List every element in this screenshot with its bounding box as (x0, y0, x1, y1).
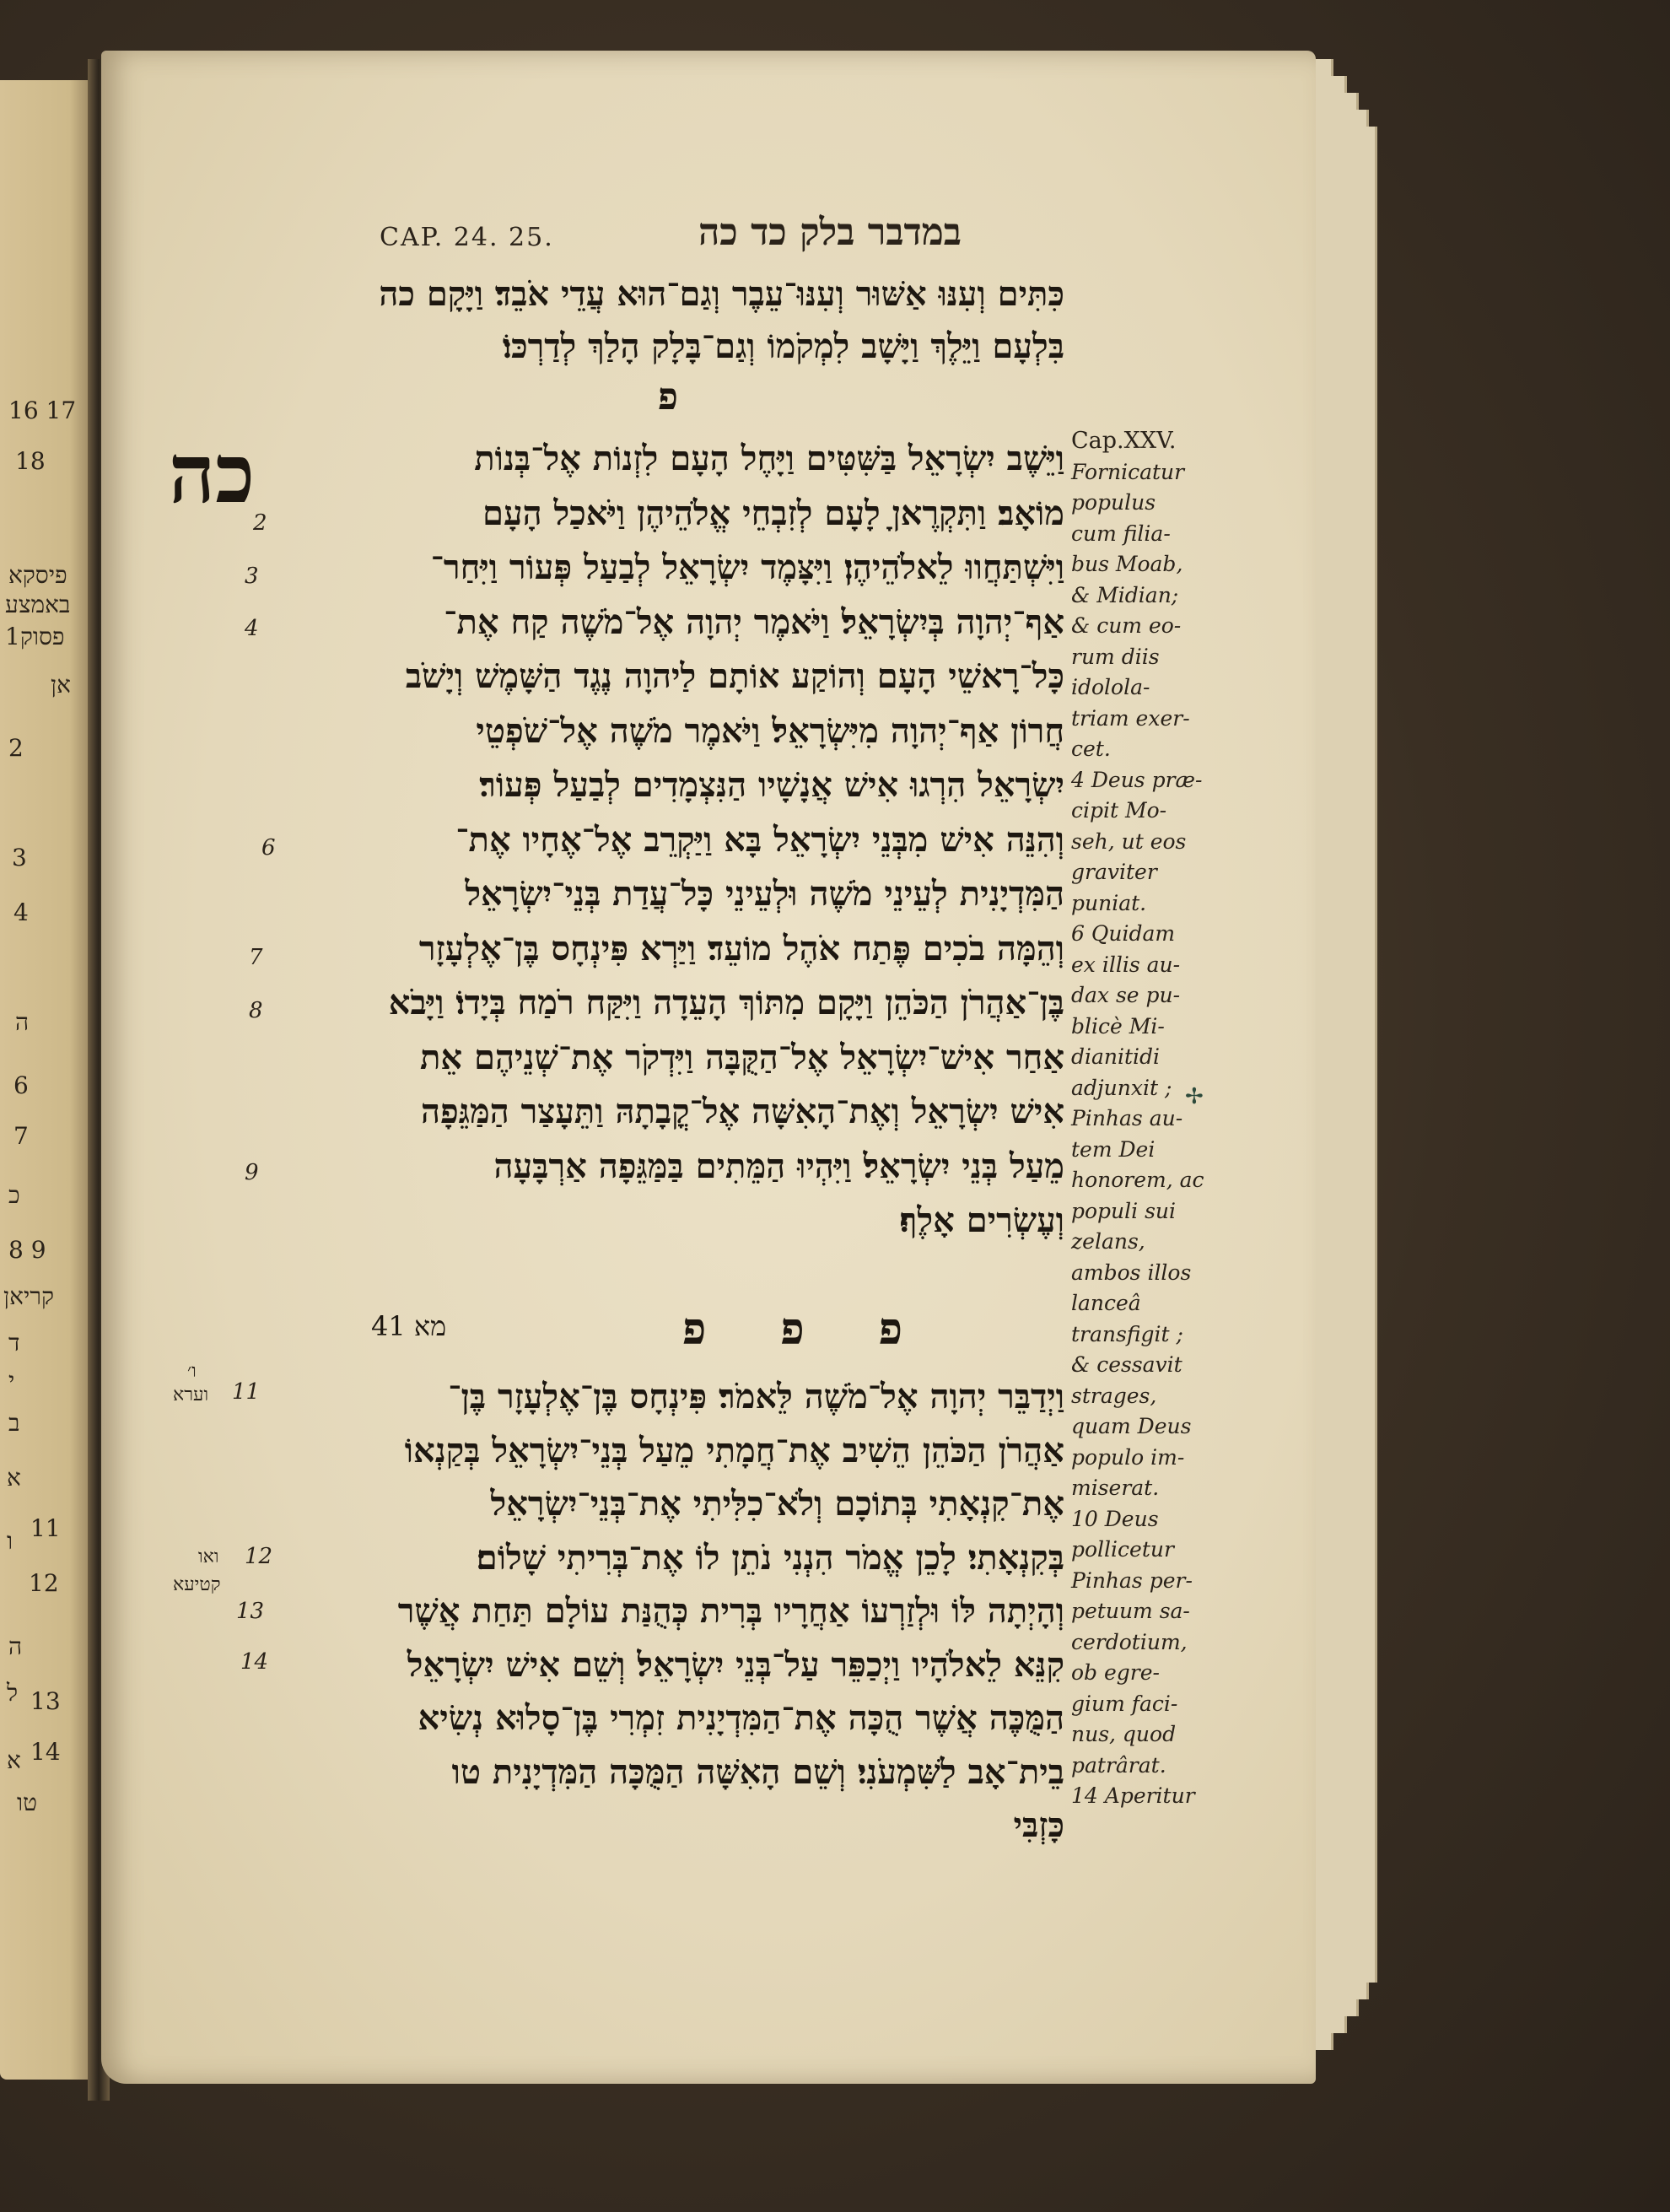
pinchas_lines-line: וְהָיְתָה לּוֹ וּלְזַרְעוֹ אַחֲרָיו בְּרִית כְּהֻנַּת עוֹלָם תַּחַת אֲשֶׁר (397, 1591, 1064, 1631)
margin-note-line: cum filia- (1071, 521, 1171, 546)
chapter_lines-line: אַחַר אִישׁ־יִשְׂרָאֵל אֶל־הַקֻּבָּה וַיִּדְקֹר אֶת־שְׁנֵיהֶם אֵת (420, 1037, 1064, 1077)
left-page-fragment: ב (8, 1409, 20, 1437)
margin-note-line: tem Dei (1071, 1136, 1156, 1162)
pinchas_lines-line: בֵית־אָב לַשִּׁמְעֹנִי׃ וְשֵׁם הָאִשָּׁה הַמֻּכָּה הַמִּדְיָנִית טו (451, 1751, 1064, 1792)
margin-note-line: 14 Aperitur (1071, 1783, 1195, 1808)
left-page-fragment: ה (15, 1008, 30, 1036)
chapter-numeral: כה (169, 426, 256, 521)
left-page-fragment: ו (7, 1527, 13, 1555)
ink-ornament-icon: ✢ (1185, 1084, 1204, 1109)
margin-note-line: miserat. (1071, 1476, 1160, 1500)
left-page-fragment: ה (8, 1632, 23, 1660)
chapter_lines-line: מוֹאָב׃ וַתִּקְרֶאןָ לָעָם לְזִבְחֵי אֱלֹהֵיהֶן וַיֹּאכַל הָעָם (482, 493, 1064, 533)
margin-note-line: honorem, ac (1071, 1168, 1204, 1192)
margin-note-line: gium faci- (1071, 1691, 1178, 1716)
left-page-fragment: א (7, 1746, 21, 1774)
verse-number: 7 (249, 945, 263, 970)
left-page-fragment: 1פסוק (5, 623, 65, 650)
margin-note-line: ob egre- (1071, 1660, 1160, 1685)
verse-number: 9 (245, 1160, 259, 1185)
left-page-fragment: 13 (30, 1687, 61, 1715)
margin-note-line: puniat. (1071, 890, 1147, 915)
chapter_lines-line: יִשְׂרָאֵל הִרְגוּ אִישׁ אֲנָשָׁיו הַנִּצְמָדִים לְבַעַל פְּעוֹר׃ (479, 765, 1064, 805)
pinchas_lines-line: אַהֲרֹן הַכֹּהֵן הֵשִׁיב אֶת־חֲמָתִי מֵעַל בְּנֵי־יִשְׂרָאֵל בְּקַנְאוֹ (404, 1430, 1064, 1470)
chapter_lines-line: בֶּן־אַהֲרֹן הַכֹּהֵן וַיָּקָם מִתּוֹךְ הָעֵדָה וַיִּקַּח רֹמַח בְּיָדוֹ׃ וַיָּבֹא (388, 983, 1064, 1022)
left-page-fragment: 16 17 (8, 397, 77, 424)
left-page-fragment: באמצע (5, 591, 71, 618)
latin-marginal-notes (1071, 426, 1215, 1812)
margin-note-line: quam Deus (1071, 1414, 1192, 1438)
margin-note-line: ex illis au- (1071, 952, 1181, 977)
masoretic-note: ואו (198, 1546, 219, 1567)
chapter_lines-line: מֵעַל בְּנֵי יִשְׂרָאֵל׃ וַיִּהְיוּ הַמֵּתִים בַּמַּגֵּפָה אַרְבָּעָה (493, 1146, 1064, 1186)
margin-note-line: & Midian; (1071, 582, 1179, 607)
chapter_lines-line: כָּל־רָאשֵׁי הָעָם וְהוֹקַע אוֹתָם לַיהוָה נֶגֶד הַשָּׁמֶשׁ וְיָשֹׁב (405, 656, 1064, 696)
margin-note-line: adjunxit ; (1071, 1075, 1172, 1100)
masoretic-note: וערא (173, 1384, 209, 1405)
verse-number: 2 (253, 510, 267, 536)
masoretic-note: ו׳ (187, 1361, 197, 1382)
margin-note-line: populus (1071, 490, 1156, 515)
margin-note-line: lanceâ (1071, 1291, 1141, 1315)
left-page-fragment: 4 (13, 898, 29, 926)
margin-note-line: bus Moab, (1071, 552, 1183, 576)
left-page-fragment: כ (8, 1181, 20, 1209)
margin-note-line: blicè Mi- (1071, 1013, 1165, 1039)
left-page-fragment: 8 9 (8, 1236, 46, 1264)
pinchas_lines-line: הַמֻּכֶּה אֲשֶׁר הֻכָּה אֶת־הַמִּדְיָנִית זִמְרִי בֶּן־סָלוּא נְשִׂיא (418, 1698, 1064, 1738)
margin-note-line: cipit Mo- (1071, 798, 1167, 823)
parashah-number: 41 מא (371, 1310, 447, 1342)
margin-note-line: Cap.XXV. (1071, 428, 1177, 454)
left-page-fragment: 12 (29, 1569, 59, 1597)
left-page-fragment: 2 (8, 734, 24, 762)
margin-note-line: 10 Deus (1071, 1506, 1159, 1531)
margin-note-line: populo im- (1071, 1444, 1185, 1470)
verse-number: 12 (245, 1544, 273, 1569)
margin-note-line: pollicetur (1071, 1537, 1174, 1562)
margin-note-line: nus, quod (1071, 1722, 1177, 1746)
margin-note-line: triam exer- (1071, 705, 1190, 731)
margin-note-line: dax se pu- (1071, 983, 1181, 1007)
margin-note-line: populi sui (1071, 1198, 1177, 1223)
margin-note-line: dianitidi (1071, 1044, 1161, 1069)
left-page-fragment: 11 (30, 1514, 61, 1542)
left-page-fragment: 3 (12, 844, 27, 871)
margin-note-line: Fornicatur (1071, 459, 1185, 484)
section-divider (371, 1303, 902, 1362)
left-page-fragment: א (7, 1464, 21, 1492)
page-stack-edge (1366, 127, 1377, 1983)
chapter_lines-line: וַיֵּשֶׁב יִשְׂרָאֵל בַּשִּׁטִּים וַיָּחֶל הָעָם לִזְנוֹת אֶל־בְּנוֹת (474, 439, 1064, 478)
left-page-fragment: 14 (30, 1738, 61, 1766)
margin-note-line: idolola- (1071, 675, 1150, 699)
left-page-fragment: י (8, 1367, 15, 1395)
left-page-fragment: ל (7, 1679, 19, 1707)
margin-note-line: & cessavit (1071, 1352, 1182, 1377)
chapter_lines-line: וְהִנֵּה אִישׁ מִבְּנֵי יִשְׂרָאֵל בָּא וַיַּקְרֵב אֶל־אֶחָיו אֶת־ (455, 819, 1064, 860)
verse-number: 14 (240, 1649, 269, 1675)
top_lines-line: כִּתִּים וְעִנּוּ אַשּׁוּר וְעִנּוּ־עֵבֶר וְגַם־הוּא עֲדֵי אֹבֵד׃ וַיָּקָם כה (379, 274, 1064, 314)
margin-note-line: patrârat. (1071, 1752, 1166, 1778)
verse-number: 6 (261, 835, 276, 861)
margin-note-line: cet. (1071, 736, 1111, 761)
left-page-edge (0, 80, 100, 2080)
margin-note-line: ambos illos (1071, 1260, 1192, 1285)
verse-number: 11 (232, 1379, 261, 1405)
running-head (380, 211, 962, 262)
left-page-fragment: פיסקא (8, 561, 67, 589)
masoretic-note: קטיעא (173, 1574, 221, 1595)
margin-note-line: 6 Quidam (1071, 921, 1176, 946)
margin-note-line: rum diis (1071, 644, 1160, 669)
left-page-fragment: 7 (13, 1122, 29, 1150)
verse-number: 8 (249, 998, 263, 1023)
margin-note-line: & cum eo- (1071, 613, 1182, 638)
pinchas_lines-line: כָּזְבִּי (1013, 1805, 1064, 1845)
margin-note-line: Pinhas au- (1071, 1106, 1183, 1130)
left-page-fragment: 6 (13, 1071, 29, 1099)
verse-number: 4 (245, 616, 259, 641)
chapter_lines-line: חֲרוֹן אַף־יְהוָה מִיִּשְׂרָאֵל׃ וַיֹּאמֶר מֹשֶׁה אֶל־שֹׁפְטֵי (476, 710, 1064, 751)
petuchah-marks: פ פ פ (681, 1303, 902, 1355)
petuchah-mark: פ (658, 375, 678, 418)
chapter_lines-line: וַיִּשְׁתַּחֲווּ לֵאלֹהֵיהֶן׃ וַיִּצָּמֶד יִשְׂרָאֵל לְבַעַל פְּעוֹר וַיִּחַר־ (430, 548, 1064, 587)
margin-note-line: cerdotium, (1071, 1629, 1188, 1654)
verse-number: 13 (236, 1599, 265, 1624)
left-page-fragment: קריאן (3, 1282, 55, 1310)
margin-note-line: Pinhas per- (1071, 1567, 1193, 1593)
chapter_lines-line: אַף־יְהוָה בְּיִשְׂרָאֵל׃ וַיֹּאמֶר יְהוָה אֶל־מֹשֶׁה קַח אֶת־ (444, 602, 1064, 642)
chapter_lines-line: אִישׁ יִשְׂרָאֵל וְאֶת־הָאִשָּׁה אֶל־קֳבָתָהּ וַתֵּעָצַר הַמַּגֵּפָה (421, 1092, 1064, 1131)
chapter_lines-line: הַמִּדְיָנִית לְעֵינֵי מֹשֶׁה וּלְעֵינֵי כָּל־עֲדַת בְּנֵי־יִשְׂרָאֵל (465, 874, 1064, 914)
hebrew-book-head: במדבר בלק כד כה (698, 211, 962, 254)
margin-note-line: seh, ut eos (1071, 828, 1187, 854)
margin-note-line: transfigit ; (1071, 1321, 1183, 1346)
pinchas_lines-line: בְּקִנְאָתִי׃ לָכֵן אֱמֹר הִנְנִי נֹתֵן לוֹ אֶת־בְּרִיתִי שָׁלוֹם׃ (476, 1537, 1064, 1578)
margin-note-line: strages, (1071, 1383, 1157, 1408)
chapter_lines-line: וְהֵמָּה בֹכִים פֶּתַח אֹהֶל מוֹעֵד׃ וַיַּרְא פִּינְחָס בֶּן־אֶלְעָזָר (418, 928, 1064, 968)
chapter_lines-line: וְעֶשְׂרִים אָלֶף׃ (899, 1200, 1064, 1240)
pinchas_lines-line: וַיְדַבֵּר יְהוָה אֶל־מֹשֶׁה לֵּאמֹר׃ פִּינְחָס בֶּן־אֶלְעָזָר בֶּן־ (448, 1377, 1064, 1416)
margin-note-line: 4 Deus præ- (1071, 767, 1203, 792)
left-page-fragment: ד (8, 1329, 20, 1357)
left-page-fragment: טו (17, 1788, 38, 1816)
margin-note-line: zelans, (1071, 1229, 1145, 1254)
verse-number: 3 (245, 564, 259, 589)
margin-note-line: graviter (1071, 860, 1157, 884)
left-page-fragment: 18 (15, 447, 46, 475)
latin-chapter-head: CAP. 24. 25. (380, 223, 554, 252)
top_lines-line: בִּלְעָם וַיֵּלֶךְ וַיָּשָׁב לִמְקֹמוֹ וְגַם־בָּלָק הָלַךְ לְדַרְכּוֹ׃ (502, 326, 1064, 366)
pinchas_lines-line: אֶת־קִנְאָתִי בְּתוֹכָם וְלֹא־כִלִּיתִי אֶת־בְּנֵי־יִשְׂרָאֵל (490, 1484, 1064, 1524)
margin-note-line: petuum sa- (1071, 1599, 1190, 1623)
pinchas_lines-line: קִנֵּא לֵאלֹהָיו וַיְכַפֵּר עַל־בְּנֵי יִשְׂרָאֵל׃ וְשֵׁם אִישׁ יִשְׂרָאֵל (407, 1644, 1064, 1685)
left-page-fragment: אן (51, 671, 71, 699)
